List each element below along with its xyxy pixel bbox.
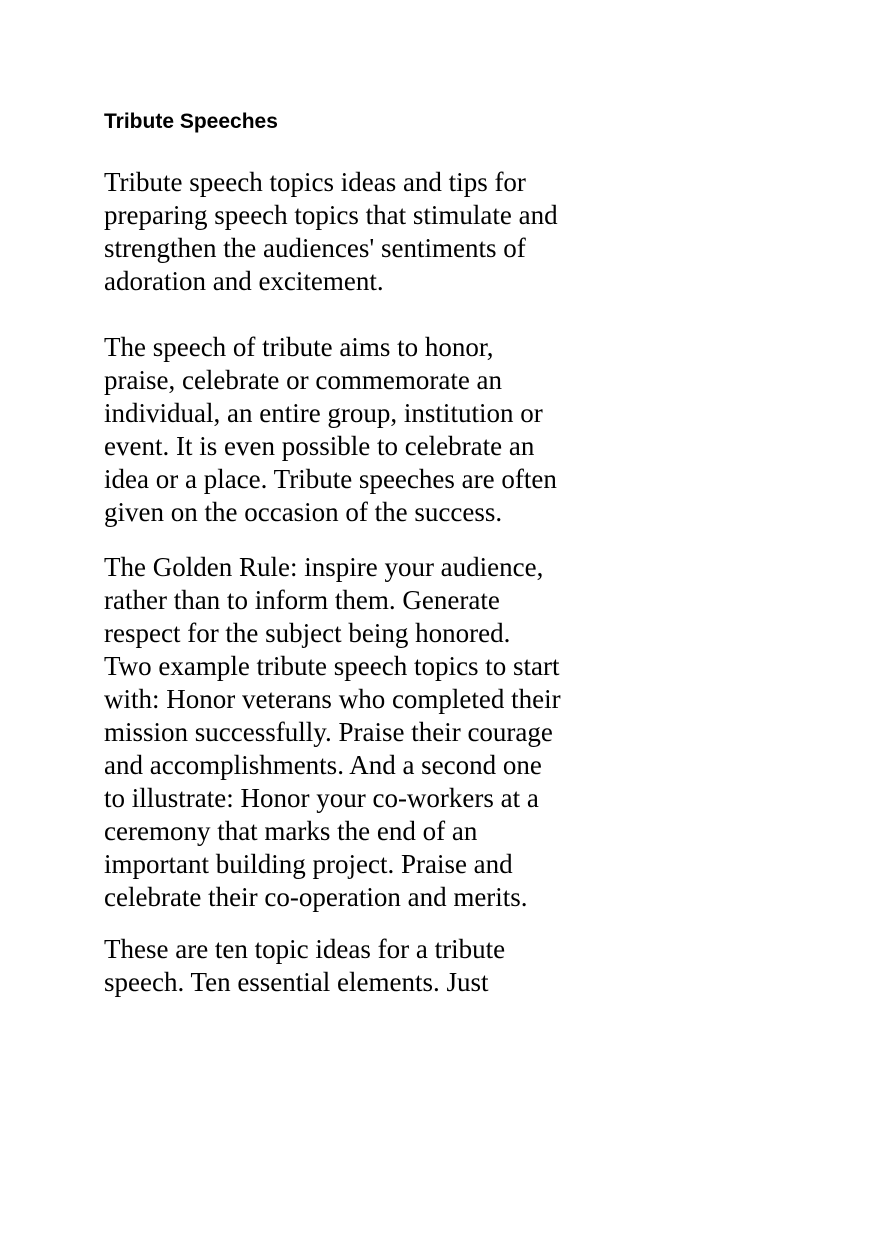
text-line: mission successfully. Praise their courage — [104, 717, 553, 747]
text-line: ceremony that marks the end of an — [104, 816, 478, 846]
text-line: and accomplishments. And a second one — [104, 750, 542, 780]
text-line: speech. Ten essential elements. Just — [104, 967, 489, 997]
text-line: given on the occasion of the success. — [104, 497, 503, 527]
text-line: celebrate their co-operation and merits. — [104, 882, 528, 912]
paragraph-definition — [104, 331, 557, 529]
text-line: respect for the subject being honored. — [104, 618, 511, 648]
text-line: event. It is even possible to celebrate an — [104, 431, 535, 461]
text-line: to illustrate: Honor your co-workers at a — [104, 783, 539, 813]
text-line: adoration and excitement. — [104, 266, 384, 296]
text-line: preparing speech topics that stimulate and — [104, 200, 558, 230]
text-line: Two example tribute speech topics to start — [104, 651, 560, 681]
paragraph-intro — [104, 166, 558, 298]
text-line: rather than to inform them. Generate — [104, 585, 500, 615]
paragraph-golden-rule — [104, 551, 561, 914]
text-line: The Golden Rule: inspire your audience, — [104, 552, 544, 582]
text-line: important building project. Praise and — [104, 849, 513, 879]
text-line: Tribute speech topics ideas and tips for — [104, 167, 526, 197]
text-line: idea or a place. Tribute speeches are often — [104, 464, 557, 494]
text-line: individual, an entire group, institution or — [104, 398, 543, 428]
paragraph-topic-ideas — [104, 933, 505, 999]
text-line: The speech of tribute aims to honor, — [104, 332, 494, 362]
text-line: with: Honor veterans who completed their — [104, 684, 561, 714]
text-line: These are ten topic ideas for a tribute — [104, 934, 506, 964]
document-title: Tribute Speeches — [104, 110, 278, 133]
text-line: strengthen the audiences' sentiments of — [104, 233, 526, 263]
text-line: praise, celebrate or commemorate an — [104, 365, 503, 395]
